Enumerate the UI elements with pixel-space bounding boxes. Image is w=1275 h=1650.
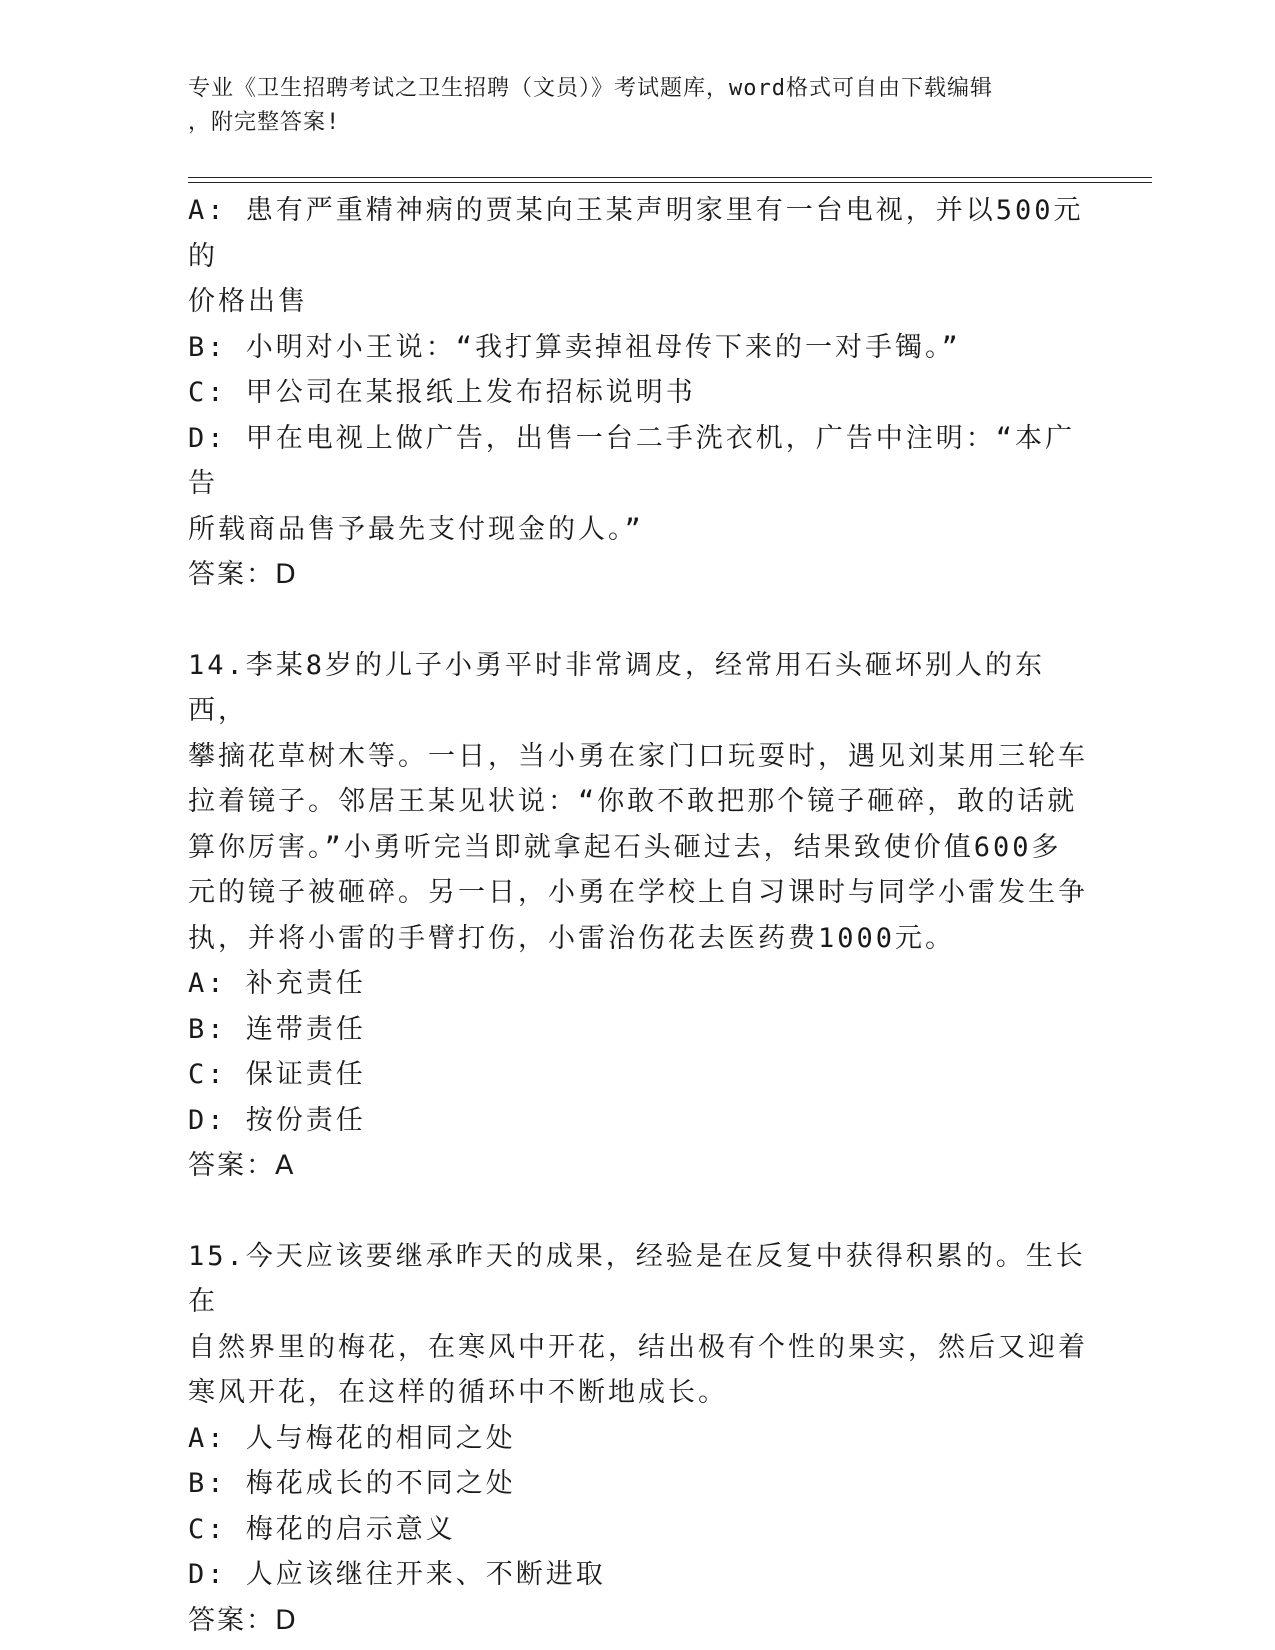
- question-stem-line-6: 执，并将小雷的手臂打伤，小雷治伤花去医药费1000元。: [188, 922, 956, 954]
- option-b: B: 梅花成长的不同之处: [188, 1468, 516, 1499]
- option-d-line-2: 所载商品售予最先支付现金的人。”: [188, 513, 644, 545]
- question-stem-line-3: 拉着镜子。邻居王某见状说：“你敢不敢把那个镜子砸碎，敢的话就: [188, 786, 1078, 817]
- header-divider-top: [188, 177, 1152, 178]
- option-b: B: 连带责任: [188, 1013, 366, 1045]
- question-list: [188, 188, 1088, 1643]
- question-spacer: [188, 598, 1088, 643]
- question-stem-line-3: 寒风开花，在这样的循环中不断地成长。: [188, 1377, 728, 1408]
- option-a: A: 人与梅花的相同之处: [188, 1422, 516, 1454]
- header-line-2: ，附完整答案!: [188, 110, 341, 135]
- question-13: [188, 188, 1088, 598]
- document-header: [188, 72, 1088, 140]
- header-divider-bottom: [188, 182, 1152, 183]
- question-spacer: [188, 1189, 1088, 1234]
- question-stem-line-2: 自然界里的梅花，在寒风中开花，结出极有个性的果实，然后又迎着: [188, 1331, 1088, 1363]
- option-b: B: 小明对小王说：“我打算卖掉祖母传下来的一对手镯。”: [188, 331, 961, 363]
- question-stem-line-1: 15.今天应该要继承昨天的成果，经验是在反复中获得积累的。生长在: [188, 1240, 1086, 1317]
- option-c: C: 甲公司在某报纸上发布招标说明书: [188, 377, 696, 408]
- option-d: D: 人应该继往开来、不断进取: [188, 1559, 606, 1590]
- header-line-1: 专业《卫生招聘考试之卫生招聘（文员）》考试题库，word格式可自由下载编辑: [188, 76, 993, 101]
- question-stem-line-5: 元的镜子被砸碎。另一日，小勇在学校上自习课时与同学小雷发生争: [188, 877, 1088, 908]
- question-15: [188, 1234, 1088, 1644]
- option-d: D: 按份责任: [188, 1104, 366, 1136]
- option-c: C: 梅花的启示意义: [188, 1513, 456, 1545]
- question-14: [188, 643, 1088, 1189]
- answer: 答案：A: [188, 1150, 296, 1181]
- answer: 答案：D: [188, 559, 298, 590]
- option-a: A: 补充责任: [188, 968, 366, 999]
- question-stem-line-2: 攀摘花草树木等。一日，当小勇在家门口玩耍时，遇见刘某用三轮车: [188, 740, 1088, 772]
- option-a-line-1: A: 患有严重精神病的贾某向王某声明家里有一台电视，并以500元的: [188, 195, 1084, 272]
- question-stem-line-4: 算你厉害。”小勇听完当即就拿起石头砸过去，结果致使价值600多: [188, 831, 1062, 863]
- question-stem-line-1: 14.李某8岁的儿子小勇平时非常调皮，经常用石头砸坏别人的东西，: [188, 649, 1046, 726]
- option-a-line-2: 价格出售: [188, 286, 308, 317]
- answer: 答案：D: [188, 1604, 298, 1636]
- option-d-line-1: D: 甲在电视上做广告，出售一台二手洗衣机，广告中注明：“本广告: [188, 422, 1076, 499]
- option-c: C: 保证责任: [188, 1059, 366, 1090]
